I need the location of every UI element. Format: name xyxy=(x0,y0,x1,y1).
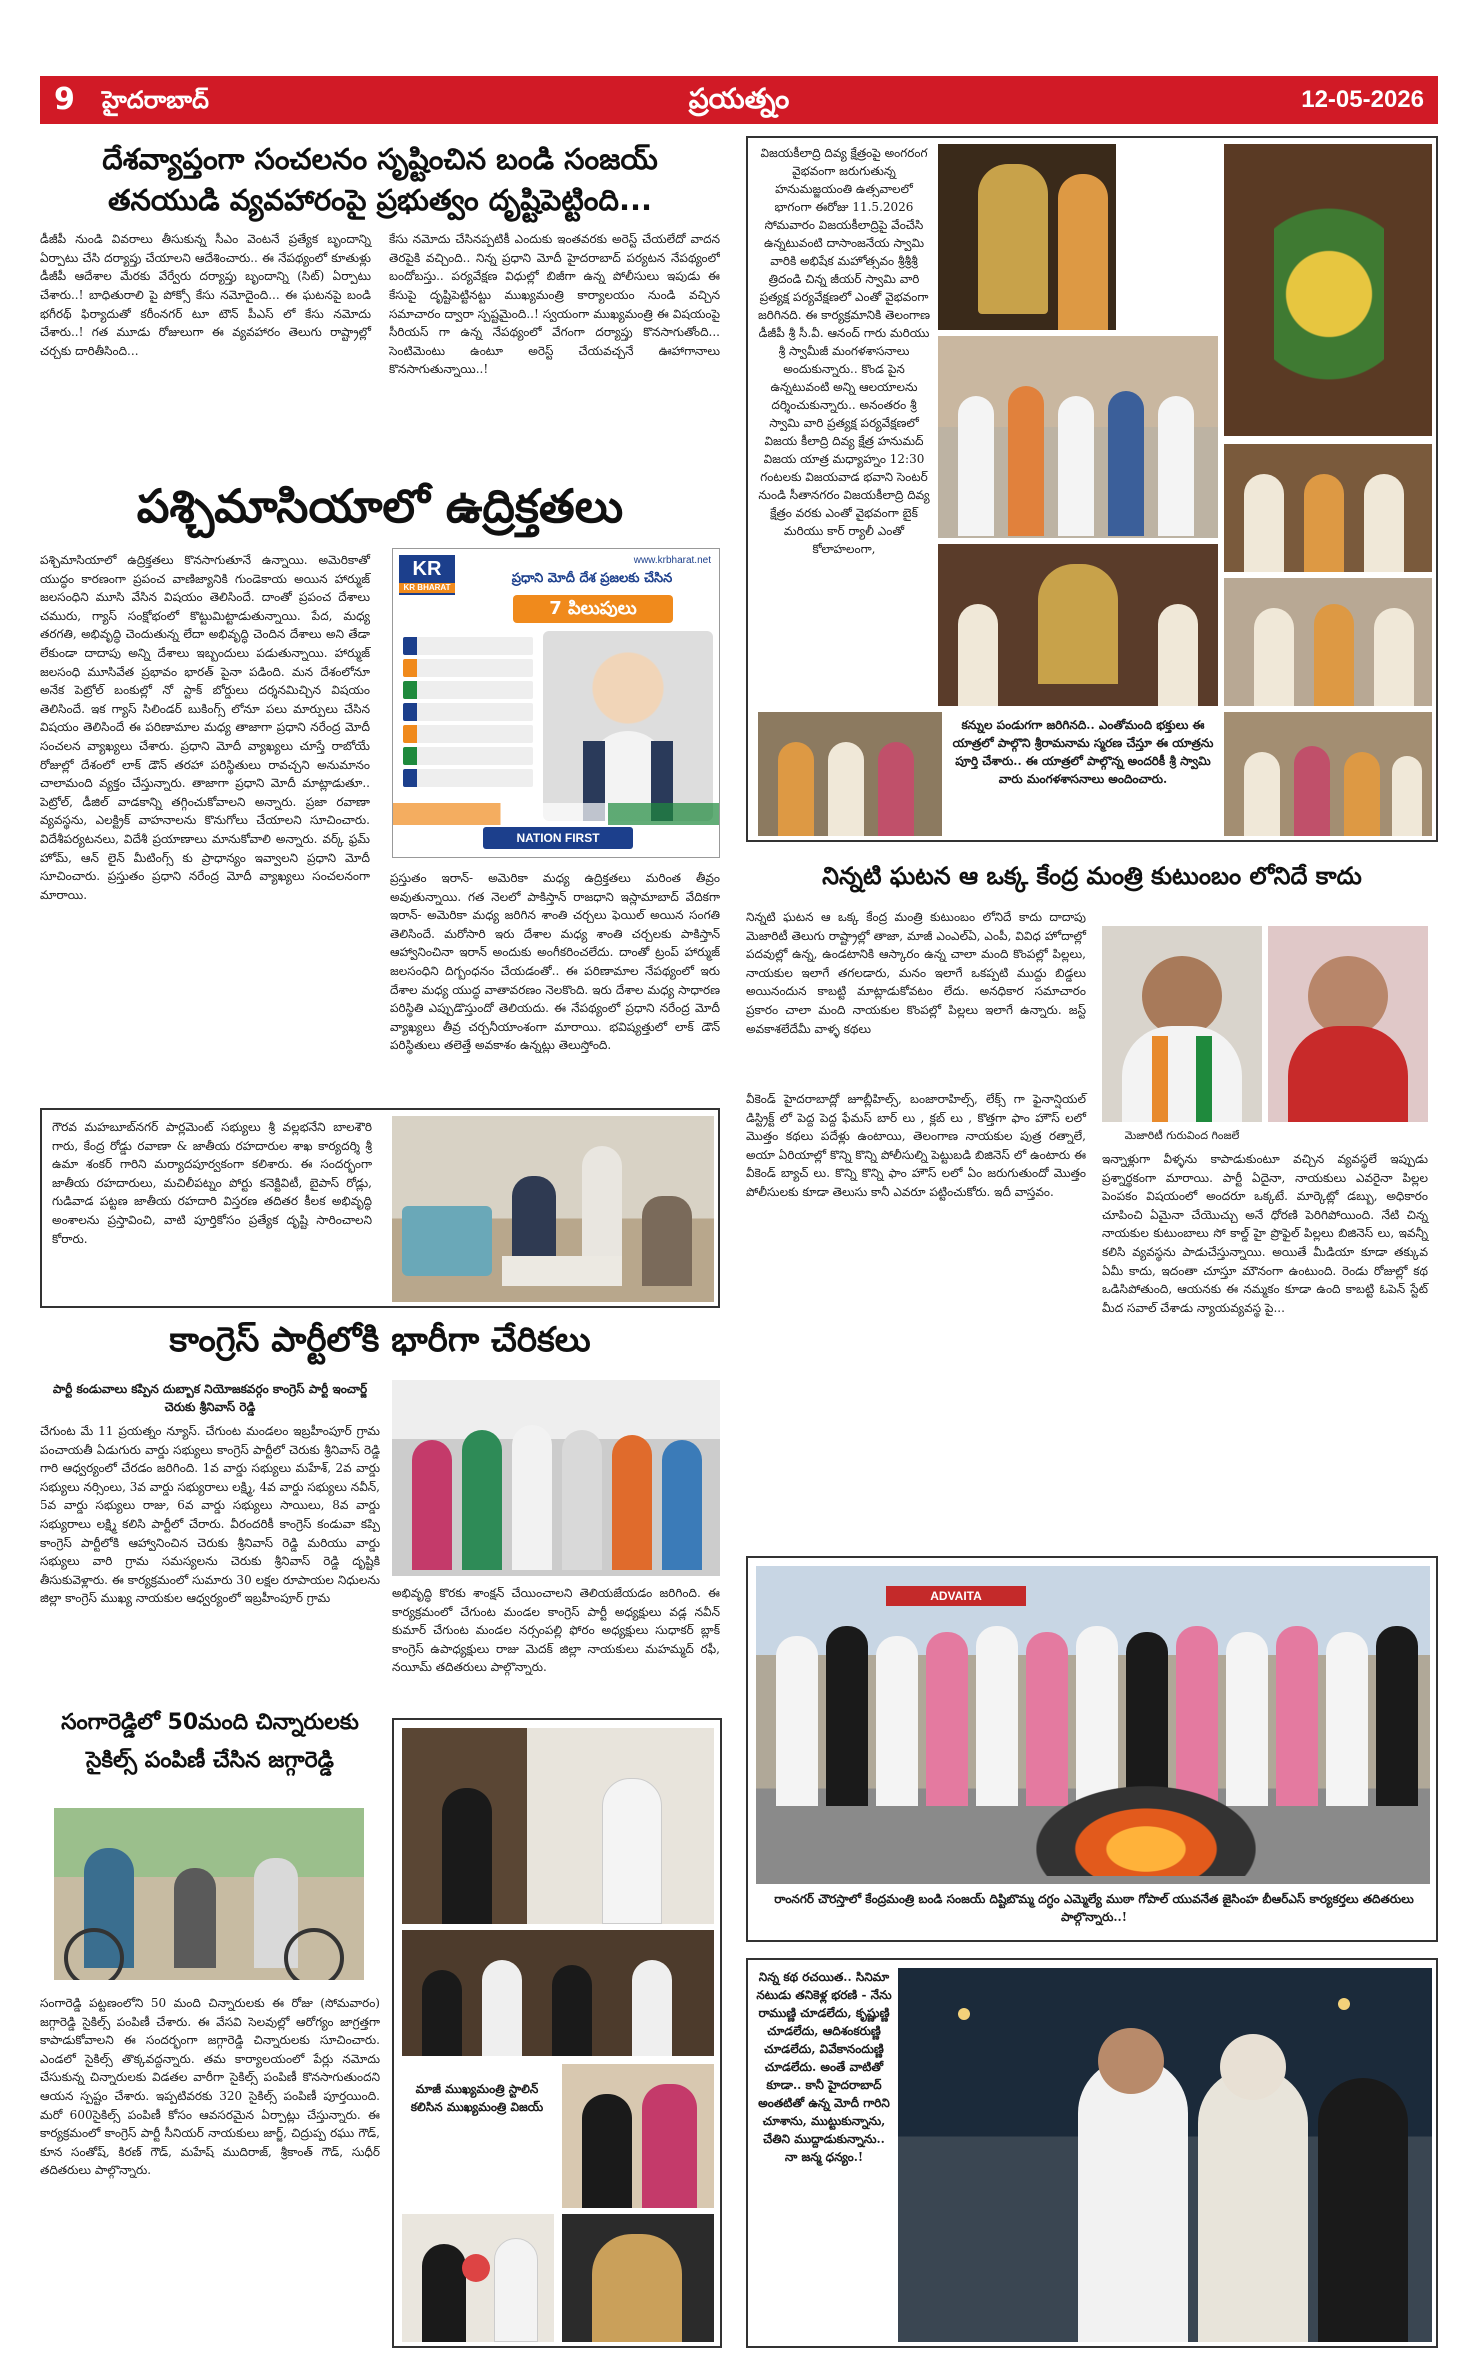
fire xyxy=(1036,1786,1256,1876)
article2-body-col2: ప్రస్తుతం ఇరాన్- అమెరికా మధ్య ఉద్రిక్తతలు మరింత తీవ్రం అవుతున్నాయి. గత నెలలో పాకిస్తాన్ రాజధాని ఇస్లామాబాద్ వేదికగా ఇరాన్- అమెరికా మధ్య జరిగిన శాంతి చర్చలు ఫెయిల్ అయిన సంగతి తెలిసిందే. మరోసారి ఇరు దేశాల మధ్య శాంతి చర్చలకు పాకిస్తాన్ ఆహ్వానించినా ఇరాన్ అందుకు అంగీకరించలేదు. దాంతో ట్రంప్ హార్ముజ్ జలసంధిని దిగ్బంధనం చేయడంతో.. ఈ పరిణామాల నేపథ్యంలో ఇరు దేశాల మధ్య యుద్ధ వాతావరణం నెలకొంది. ఇరు దేశాల మధ్య సాధారణ పరిస్థితి ఎప్పుడొస్తుందో తెలియదు. ఈ నేపథ్యంలో ప్రధాని నరేంద్ర మోదీ వ్యాఖ్యలు తీవ్ర చర్చనీయాంశంగా మారాయి. భవిష్యత్తులో లాక్ డౌన్ పరిస్థితులు తలెత్తే అవకాశం ఉన్నట్లు తెలుస్తోంది. xyxy=(390,871,720,1053)
article4-headline: కాంగ్రెస్ పార్టీలోకి భారీగా చేరికలు xyxy=(169,1320,591,1360)
advaita-sign-text: ADVAITA xyxy=(930,1589,982,1603)
temple-photo-idol xyxy=(938,144,1116,330)
stalin-photo-3 xyxy=(562,2064,714,2208)
ad-url: www.krbharat.net xyxy=(633,555,711,566)
article-cycle-distribution xyxy=(40,1708,380,2348)
congress-group-photo xyxy=(392,1380,720,1576)
article4-body-col2: అభివృద్ధి కొరకు శాంక్షన్ చేయించాలని తెలియజేయడం జరిగింది. ఈ కార్యక్రమంలో చేగుంట మండల కాంగ్రెస్ పార్టీ అధ్యక్షులు వడ్ల నవీన్ కుమార్ చేగుంట మండల నర్సంపల్లి ఫోరం అధ్యక్షులు సుధాకర్ బ్లాక్ కాంగ్రెస్ ఉపాధ్యక్షులు రాజు మెదక్ జిల్లా నాయకులు మహమ్మద్ రఫీ, నయీమ్ తదితరులు పాల్గొన్నారు. xyxy=(392,1586,720,1675)
article-mp-meeting xyxy=(40,1108,720,1308)
ad-title-2: 7 పిలుపులు xyxy=(513,595,673,623)
article4-body-col1: చేగుంట మే 11 ప్రయత్నం న్యూస్. చేగుంట మండలం ఇబ్రహీంపూర్ గ్రామ పంచాయతీ ఏడుగురు వార్డు సభ్యులు కాంగ్రెస్ పార్టీలో చెరుకు శ్రీనివాస్ రెడ్డి గారి ఆధ్వర్యంలో చేరడం జరిగింది. 1వ వార్డు సభ్యులు మహేశ్, 2వ వార్డు సభ్యులు నర్సింలు, 3వ వార్డు సభ్యురాలు లక్ష్మి, 4వ వార్డు సభ్యులు నవీన్, 5వ వార్డు సభ్యులు రాజు, 6వ వార్డు సభ్యులు సాయిలు, 8వ వార్డు సభ్యురాలు లక్ష్మి కలిసి పార్టీలో చేరారు. వీరందరికీ కాంగ్రెస్ కండువా కప్పి కాంగ్రెస్ పార్టీలోకి ఆహ్వానించిన చెరుకు శ్రీనివాస్ రెడ్డి మరియు వార్డు సభ్యులు వారి గ్రామ సమస్యలను చెరుకు శ్రీనివాస్ రెడ్డి దృష్టికి తీసుకువెళ్లారు. ఈ కార్యక్రమంలో సుమారు 30 లక్షల రూపాయల నిధులను జిల్లా కాంగ్రెస్ ముఖ్య నాయకుల ఆధ్వర్యంలో ఇబ్రహీంపూర్ గ్రామ xyxy=(40,1424,380,1606)
accused-photo-1 xyxy=(1102,926,1262,1122)
protest-photo xyxy=(756,1566,1430,1884)
article-tanikella-modi xyxy=(746,1958,1438,2348)
article-temple-festival xyxy=(746,136,1438,842)
article8-body-col2: వీకెండ్ హైదరాబాద్లో జూబ్లీహిల్స్, బంజారాహిల్స్, లేక్స్ గా ఫైనాన్షియల్ డిస్ట్రిక్ట్ లో పెద్ద పెద్ద ఫేమస్ బార్ లు , క్లబ్ లు , కొత్తగా ఫాం హౌస్ లలో మొత్తం కథలు పదేళ్లు ఉంటాయి, తెలంగాణ నాయకుల పుత్ర రత్నాలే, అయా ఏరియాల్లో కొన్ని కొన్ని పోలీసుల్ని పెట్టుబడి బిజినెస్ లో ఉంటారు ఈ వీకెండ్ బ్యాచ్ లు. కొన్ని కొన్ని ఫాం హౌస్ లలో ఏం జరుగుతుందో మొత్తం పోలీసులకు కూడా తెలుసు కానీ ఎవరూ పట్టించుకోరు. ఇదీ వాస్తవం. xyxy=(746,1092,1086,1199)
article-congress-joining xyxy=(40,1318,720,1688)
masthead xyxy=(40,76,1438,124)
article2-headline: పశ్చిమాసియాలో ఉద్రిక్తతలు xyxy=(136,479,624,533)
article10-text: నిన్న కథ రచయిత.. సినిమా నటుడు తనికెళ్ల భరణి - నేను రాముణ్ణి చూడలేదు, కృష్ణుణ్ణి చూడలేదు, ఆదిశంకరుణ్ణి చూడలేదు, వివేకానందుణ్ణి చూడలేదు. అంతే వాటితో కూడా.. కానీ హైదరాబాద్ అంతటితో ఉన్న మోదీ గారిని చూశాను, ముట్టుకున్నాను, చేతిని ముద్దాడుకున్నాను.. నా జన్మ ధన్యం.! xyxy=(756,1970,892,2164)
meeting-photo xyxy=(392,1116,714,1302)
ad-logo: KR KR BHARAT xyxy=(399,555,455,595)
ad-skyline xyxy=(393,803,719,825)
article7-text: విజయకీలాద్రి దివ్య క్షేత్రంపై అంగరంగ వైభవంగా జరుగుతున్న హనుమజ్జయంతి ఉత్సవాలలో భాగంగా ఈరోజు 11.5.2026 సోమవారం విజయకీలాద్రిపై వేంచేసి ఉన్నటువంటి దాసాంజనేయ స్వామి వారికి అభిషేక మహోత్సవం శ్రీశ్రీశ్రీ త్రిదండి చిన్న జీయర్ స్వామి వారి ప్రత్యక్ష పర్యవేక్షణలో ఎంతో వైభవంగా జరిగినది. ఈ కార్యక్రమానికి తెలంగాణ డీజీపీ శ్రీ సీ.వీ. ఆనంద్ గారు మరియు శ్రీ స్వామీజీ మంగళశాసనాలు అందుకున్నారు.. కొండ పైన ఉన్నటువంటి అన్ని ఆలయాలను దర్శించుకున్నారు.. అనంతరం శ్రీ స్వామి వారి ప్రత్యక్ష పర్యవేక్షణలో విజయ కీలాద్రి దివ్య క్షేత్ర హనుమద్ విజయ యాత్ర మధ్యాహ్నం 12:30 గంటలకు విజయవాడ భవాని సెంటర్ నుండి సీతానగరం విజయకీలాద్రి దివ్య క్షేత్రం వరకు ఎంతో వైభవంగా బైక్ మరియు కార్ ర్యాలీ ఎంతో కోలాహలంగా, xyxy=(758,146,931,556)
issue-date: 12-05-2026 xyxy=(1301,86,1424,113)
temple-photo-crowd-2 xyxy=(1224,712,1432,836)
advaita-sign xyxy=(886,1586,1026,1606)
article1-body-col2: కేసు నమోదు చేసినప్పటికీ ఎందుకు ఇంతవరకు అరెస్ట్ చేయలేదో వాదన తెరపైకి వచ్చింది.. నిన్న ప్రధాని మోదీ హైదరాబాద్ పర్యటన నేపథ్యంలో బందోబస్తు.. పర్యవేక్షణ విధుల్లో బిజీగా ఉన్న పోలీసులు ఇపుడు ఈ కేసుపై దృష్టిపెట్టినట్టు ముఖ్యమంత్రి కార్యాలయం నుండి వచ్చిన సమాచారం ద్వారా స్పష్టమైంది..! స్వయంగా ముఖ్యమంత్రి ఈ విషయంపై సీరియస్ గా ఉన్న నేపథ్యంలో వేగంగా దర్యాప్తు కొనసాగుతోంది... సెంటిమెంటు ఉంటూ అరెస్ట్ చేయవచ్చనే ఊహాగానాలు కొనసాగుతున్నాయి..! xyxy=(389,232,720,377)
article-stalin-vijay xyxy=(392,1718,722,2348)
stalin-photo-2 xyxy=(402,1930,714,2056)
ad-footer: NATION FIRST xyxy=(483,827,633,849)
article5-headline-1: సంగారెడ్డిలో 50మంది చిన్నారులకు xyxy=(61,1710,359,1735)
article9-caption: రాంనగర్ చౌరస్తాలో కేంద్రమంత్రి బండి సంజయ్ దిష్టిబొమ్మ దగ్ధం ఎమ్మెల్యే ముఠా గోపాల్ యువనేత జైసింహ బీఆర్ఎస్ కార్యకర్తలు తదితరులు పాల్గొన్నారు..! xyxy=(774,1892,1414,1924)
cycles-photo xyxy=(54,1808,364,1980)
article3-text: గౌరవ మహబూబ్‌నగర్ పార్లమెంట్ సభ్యులు శ్రీ వల్లభనేని బాలశౌరి గారు, కేంద్ర రోడ్డు రవాణా & జాతీయ రహదారుల శాఖ కార్యదర్శి శ్రీ ఉమా శంకర్ గారిని మర్యాదపూర్వకంగా కలిశారు. ఈ సందర్భంగా జాతీయ రహదారులు, మచిలీపట్నం పోర్టు కనెక్టివిటీ, బైపాస్ రోడ్లు, గుడివాడ పట్టణ జాతీయ రహదారి విస్తరణ తదితర కీలక అభివృద్ధి అంశాలను ప్రస్తావించి, వాటి పూర్తికోసం ప్రత్యేక దృష్టి సారించాలని కోరారు. xyxy=(52,1120,372,1246)
article6-caption: మాజీ ముఖ్యమంత్రి స్టాలిన్ కలిసిన ముఖ్యమంత్రి విజయ్ xyxy=(410,2082,544,2114)
temple-photo-bike xyxy=(938,336,1218,538)
article4-subhead: పార్టీ కండువాలు కప్పిన దుబ్బాక నియోజకవర్గం కాంగ్రెస్ పార్టీ ఇంచార్జ్ చెరుకు శ్రీనివాస్ రెడ్డి xyxy=(52,1382,368,1414)
ad-title-1: ప్రధాని మోదీ దేశ ప్రజలకు చేసిన xyxy=(511,571,673,586)
article8-photo-caption: మెజారిటీ గురువింద గింజలే xyxy=(1124,1129,1240,1142)
modi-photo xyxy=(898,1968,1432,2342)
article1-headline-2: తనయుడి వ్యవహారంపై ప్రభుత్వం దృష్టిపెట్టింది... xyxy=(107,183,653,218)
edition-city: హైదరాబాద్ xyxy=(102,86,209,114)
article8-body-col3: ఇన్నాళ్లుగా వీళ్ళను కాపాడుకుంటూ వచ్చిన వ్యవస్థలే ఇప్పుడు ప్రశ్నార్థకంగా మారాయి. పార్టీ ఏదైనా, నాయకులు ఎవరైనా పిల్లల పెంపకం విషయంలో అందరూ ఒక్కటే. మార్కెట్లో డబ్బు, అధికారం చూపించి ఏమైనా చేయొచ్చు అనే ధోరణి పెరిగిపోయింది. నేటి చిన్న నాయకుల కుటుంబాలు సో కాల్డ్ హై ప్రొఫైల్ పిల్లలు బిజినెస్ లు, ఇవన్నీ కలిసి వ్యవస్థను పాడుచేస్తున్నాయి. అయితే మీడియా కూడా తక్కువ ఏమీ కాదు, ఇదంతా చూస్తూ మౌనంగా ఉంటుంది. రెండు రోజుల్లో కథ ఒడిసిపోతుంది, ఆయనకు ఈ నమ్మకం కూడా ఉంది కాబట్టి ఓపెన్ స్టేట్ మీద సవాల్ చేశాడు న్యాయవ్యవస్థ పై... xyxy=(1102,1152,1428,1315)
article1-body-col1: డీజీపీ నుండి వివరాలు తీసుకున్న సీఎం వెంటనే ప్రత్యేక బృందాన్ని ఏర్పాటు చేసి దర్యాప్తు చేయాలని ఆదేశించారు.. ఈ నేపథ్యంలో కూతుళ్లు డీజీపీ ఆదేశాల మేరకు వేర్వేరు దర్యాప్తు బృందాన్ని (సిట్) ఏర్పాటు చేశారు..! బాధితురాలి పై పోక్సో కేసు నమోదైంది... ఈ ఘటనపై బండి భగీరథ్ ఫిర్యాదుతో కరీంనగర్ టూ టౌన్ పీఎస్ లో కేసు నమోదు చేశారు..! గత మూడు రోజులుగా ఈ వ్యవహారం తెలుగు రాష్ట్రాల్లో చర్చకు దారితీసింది... xyxy=(40,232,371,358)
ad-portrait xyxy=(543,631,713,821)
article5-headline-2: సైకిల్స్ పంపిణీ చేసిన జగ్గారెడ్డి xyxy=(86,1747,334,1773)
article8-headline: నిన్నటి ఘటన ఆ ఒక్క కేంద్ర మంత్రి కుటుంబం లోనిదే కాదు xyxy=(822,862,1362,890)
article1-headline-1: దేశవ్యాప్తంగా సంచలనం సృష్టించిన బండి సంజయ్ xyxy=(102,142,658,176)
ad-brand: KR BHARAT xyxy=(399,583,455,593)
temple-photo-garland xyxy=(1224,144,1432,436)
accused-photo-2 xyxy=(1268,926,1428,1122)
stalin-photo-4 xyxy=(402,2214,554,2342)
stalin-photo-5 xyxy=(562,2214,714,2342)
article7-caption: కన్నుల పండుగగా జరిగినది.. ఎంతోమంది భక్తులు ఈ యాత్రలో పాల్గొని శ్రీరామనామ స్మరణ చేస్తూ ఈ యాత్రను పూర్తి చేశారు.. ఈ యాత్రలో పాల్గొన్న అందరికీ శ్రీ స్వామి వారు మంగళశాసనాలు అందించారు. xyxy=(952,718,1214,786)
temple-photo-shrine xyxy=(938,544,1218,706)
kr-bharat-ad xyxy=(392,548,720,858)
newspaper-name: ప్రయత్నం xyxy=(688,82,790,115)
page-number: 9 xyxy=(54,82,75,117)
temple-photo-group xyxy=(1224,578,1432,706)
article5-body: సంగారెడ్డి పట్టణంలోని 50 మంది చిన్నారులకు ఈ రోజు (సోమవారం) జగ్గారెడ్డి సైకిల్స్ పంపిణీ చేశారు. ఈ వేసవి సెలవుల్లో ఆరోగ్యం జాగ్రత్తగా కాపాడుకోవాలని ఈ సందర్భంగా జగ్గారెడ్డి చిన్నారులకు సూచించారు. ఎండలో సైకిల్స్ తొక్కవద్దన్నారు. తమ కార్యాలయంలో పేర్లు నమోదు చేసుకున్న చిన్నారులకు విడతల వారీగా సైకిల్స్ పంపిణీ కొనసాగుతుందని ఆయన స్పష్టం చేశారు. ఇప్పటివరకు 320 సైకిల్స్ పంపిణీ పూర్తయింది. మరో 600సైకిల్స్ పంపిణీ కోసం ఆవసరమైన ఏర్పాట్లు చేస్తున్నారు. ఈ కార్యక్రమంలో కాంగ్రెస్ పార్టీ సీనియర్ నాయకులు జార్జ్, చిద్రుప్ప రఘు గౌడ్, కూన సంతోష్, కిరణ్ గౌడ్, మహేష్ ముదిరాజ్, శ్రీకాంత్ గౌడ్, సుధీర్ తదితరులు పాల్గొన్నారు. xyxy=(40,1996,380,2178)
article-effigy-burning xyxy=(746,1556,1438,1942)
article-bandi-sanjay xyxy=(40,140,720,460)
article-minister-family xyxy=(746,860,1438,1540)
temple-photo-crowd-1 xyxy=(758,712,942,836)
article8-body-col1: నిన్నటి ఘటన ఆ ఒక్క కేంద్ర మంత్రి కుటుంబం లోనిదే కాదు దాదాపు మెజారిటీ తెలుగు రాష్ట్రాల్లో తాజా, మాజీ ఎంఎల్‌ఏ, ఎంపీ, వివిధ హోదాల్లో పదవుల్లో ఉన్న, ఉండటానికి ఆస్కారం ఉన్న చాలా మంది కొంపల్లో పిల్లలు, నాయకుల ఇలాగే తగలడారు, మనం ఇలాగే ఒకప్పటి ముద్దు బిడ్డలు అయినందున కాబట్టి మాట్లాడుకోవటం లేదు. అనధికార సమాచారం ప్రకారం చాలా మంది నాయకుల కొంపల్లో పిల్లలు ఇలాగే ఉన్నారు. జస్ట్ అవకాశలేదేమీ వాళ్ళ కథలు xyxy=(746,910,1086,1036)
stalin-photo-1 xyxy=(402,1728,714,1924)
ad-list-icons xyxy=(403,633,533,813)
temple-photo-priests xyxy=(1224,444,1432,572)
article2-body-col1: పశ్చిమాసియాలో ఉద్రిక్తతలు కొనసాగుతూనే ఉన్నాయి. అమెరికాతో యుద్ధం కారణంగా ప్రపంచ వాణిజ్యానికి గుండెకాయ అయిన హార్ముజ్ జలసంధిని మూసి వేసిన విషయం తెలిసిందే. దాంతో ప్రపంచ దేశాలు చమురు, గ్యాస్ సంక్షోభంలో కొట్టుమిట్టాడుతున్నాయి. పేద, మధ్య తరగతి, అభివృద్ధి చెందుతున్న లేదా అభివృద్ధి చెందిన దేశాలు అని తేడా లేకుండా దాదాపు అన్ని దేశాలు ఇబ్బందులు పడుతున్నాయి. హార్ముజ్ జలసంధి మూసివేత ప్రభావం భారత్ పైనా పడింది. మన దేశంలోనూ అనేక పెట్రోల్ బంకుల్లో నో స్టాక్ బోర్డులు దర్శనమిచ్చిన విషయం తెలిసిందే. ఇక గ్యాస్ సిలిండర్ బుకింగ్స్ లోనూ పలు మార్పులు చేసిన విషయం తెలిసిందే ఈ పరిణామాల మధ్య తాజాగా ప్రధాని నరేంద్ర మోదీ సంచలన వ్యాఖ్యలు చేశారు. ప్రధాని మోదీ వ్యాఖ్యలు చూస్తే రాబోయే రోజుల్లో దేశంలో లాక్ డౌన్ తరహా పరిస్థితులు రావచ్చని అనుమానం చాలామంది వ్యక్తం చేస్తున్నారు. తాజాగా ప్రధాని మోదీ మాట్లాడుతూ.. పెట్రోల్, డీజిల్ వాడకాన్ని తగ్గించుకోవాలని అన్నారు. ప్రజా రవాణా వ్యవస్థను, ఎలక్ట్రిక్ వాహనాలను కొనుగోలు చేయాలని సూచించారు. విదేశీపర్యటనలు, విదేశీ ప్రయాణాలు మానుకోవాలి అన్నారు. వర్క్ ఫ్రమ్ హోమ్, ఆన్ లైన్ మీటింగ్స్ కు ప్రాధాన్యం ఇవ్వాలని ప్రధాని మోదీ సూచించారు. ప్రస్తుతం ప్రధాని నరేంద్ర మోదీ వ్యాఖ్యలు సంచలనంగా మారాయి. xyxy=(40,553,370,902)
